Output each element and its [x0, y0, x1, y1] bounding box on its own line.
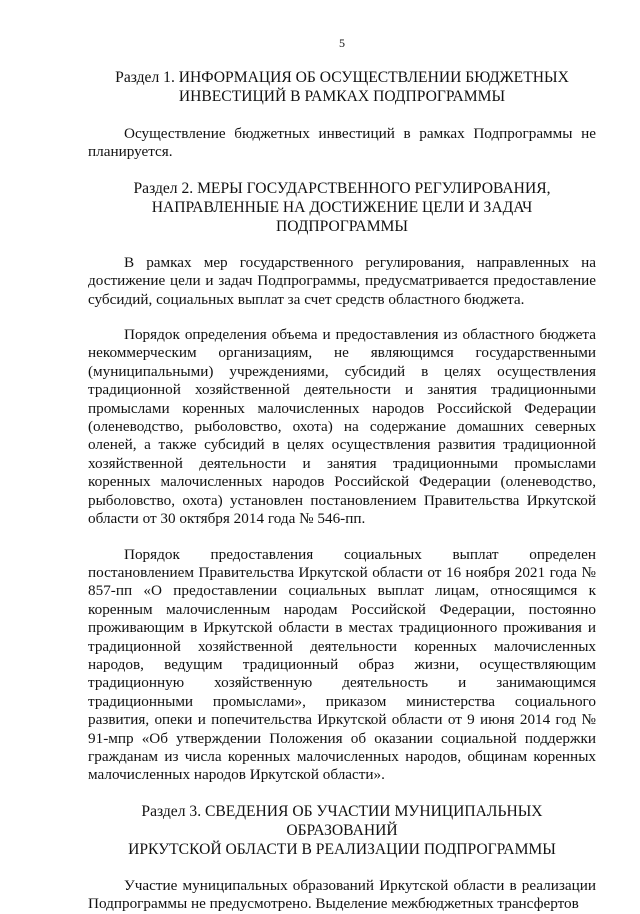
section-2-paragraph: В рамках мер государственного регулирования, направленных на достижение цели и задач Подпрограммы, предусматривается предоставление субсидий, социальных выплат за счет средств областного бюджета.	[88, 253, 596, 308]
section-2-paragraph: Порядок предоставления социальных выплат определен постановлением Правительства Иркутской области от 16 ноября 2021 года № 857-пп «О предоставлении социальных выплат лицам, относящимся к коренным малочисленным народам Российской Федерации, постоянно проживающим в Иркутской области в местах традиционного проживания и традиционной хозяйственной деятельности коренных малочисленных народов, ведущим традиционный образ жизни, осуществляющим традиционную хозяйственную деятельность и занимающимся традиционными промыслами», приказом министерства социального развития, опеки и попечительства Иркутской области от 9 июня 2014 год № 91-мпр «Об утверждении Положения об оказании социальной поддержки гражданам из числа коренных малочисленных народов, общинам коренных малочисленных народов Иркутской области».	[88, 545, 596, 784]
section-2-heading-line: Раздел 2. МЕРЫ ГОСУДАРСТВЕННОГО РЕГУЛИРОВАНИЯ,	[133, 179, 551, 197]
section-2-heading	[88, 179, 596, 236]
section-1-heading-line: Раздел 1. ИНФОРМАЦИЯ ОБ ОСУЩЕСТВЛЕНИИ БЮДЖЕТНЫХ	[115, 69, 569, 86]
section-2-heading-line: ПОДПРОГРАММЫ	[275, 217, 409, 235]
section-1-heading	[88, 68, 596, 106]
section-3-paragraph: Участие муниципальных образований Иркутской области в реализации Подпрограммы не предусмотрено. Выделение межбюджетных трансфертов	[88, 876, 596, 913]
section-1-paragraph: Осуществление бюджетных инвестиций в рамках Подпрограммы не планируется.	[88, 125, 596, 161]
section-1-heading-line: ИНВЕСТИЦИЙ В РАМКАХ ПОДПРОГРАММЫ	[178, 88, 506, 105]
section-2-heading-line: НАПРАВЛЕННЫЕ НА ДОСТИЖЕНИЕ ЦЕЛИ И ЗАДАЧ	[151, 198, 533, 216]
section-3-heading-line: ИРКУТСКОЙ ОБЛАСТИ В РЕАЛИЗАЦИИ ПОДПРОГРАММЫ	[128, 840, 556, 858]
document-page	[88, 36, 596, 914]
section-3-heading	[88, 802, 596, 859]
page-number: 5	[339, 36, 345, 50]
section-3-heading-line: Раздел 3. СВЕДЕНИЯ ОБ УЧАСТИИ МУНИЦИПАЛЬНЫХ ОБРАЗОВАНИЙ	[141, 802, 543, 839]
section-2-paragraph: Порядок определения объема и предоставления из областного бюджета некоммерческим организациям, не являющимся государственными (муниципальными) учреждениями, субсидий в целях осуществления традиционной хозяйственной деятельности и занятия традиционными промыслами коренных малочисленных народов Российской Федерации (оленеводство, рыболовство, охота) на содержание домашних северных оленей, а также субсидий в целях осуществления развития традиционной хозяйственной деятельности и занятия традиционными промыслами коренных малочисленных народов Российской Федерации (оленеводство, рыболовство, охота) установлен постановлением Правительства Иркутской области от 30 октября 2014 года № 546-пп.	[88, 326, 596, 528]
